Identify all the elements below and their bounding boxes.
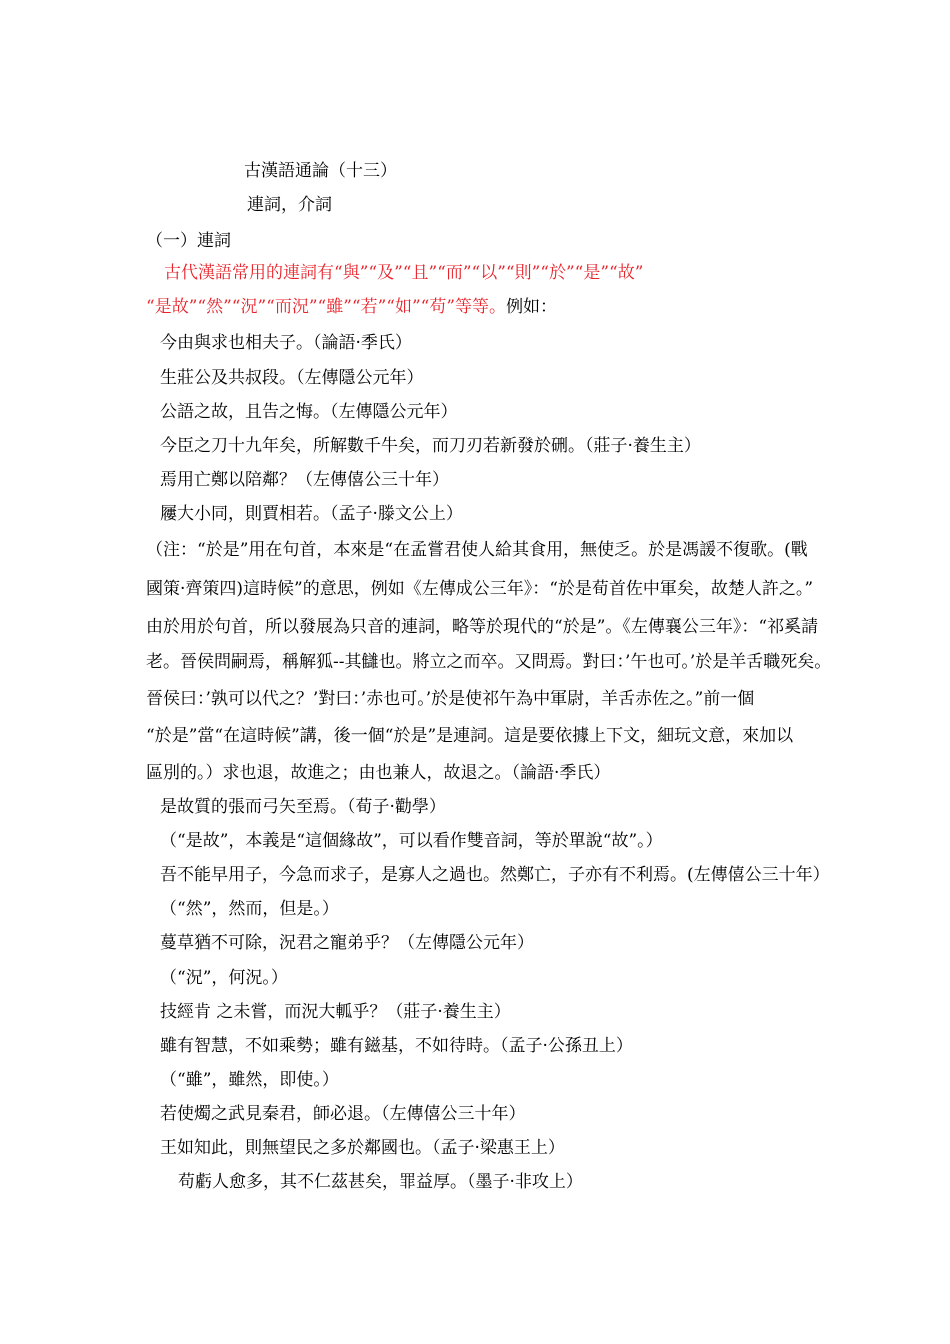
section-heading: （一）連詞: [146, 231, 231, 251]
page-title: 古漢語通論（十三）: [244, 161, 397, 181]
example-line: 苟虧人愈多，其不仁茲甚矣，罪益厚。（墨子·非攻上）: [178, 1172, 583, 1192]
example-line: 焉用亡鄭以陪鄰？（左傳僖公三十年）: [160, 470, 449, 490]
example-line: 雖有智慧，不如乘勢；雖有鎡基，不如待時。（孟子·公孫丑上）: [160, 1036, 633, 1056]
note-line: 由於用於句首，所以發展為只音的連詞，略等於現代的“於是”。《左傳襄公三年》：“祁奚請: [146, 617, 819, 637]
example-line: （“然”，然而，但是。）: [160, 899, 339, 919]
example-line: 技經肯 之未嘗，而況大軱乎？（莊子·養生主）: [160, 1002, 511, 1022]
note-line: 老。晉侯問嗣焉，稱解狐--其讎也。將立之而卒。又問焉。對曰：’午也可。’於是羊舌職死矣。: [146, 652, 832, 672]
example-line: 生莊公及共叔段。（左傳隱公元年）: [160, 368, 424, 388]
intro-line-2: [146, 296, 557, 318]
intro-line-1: 古代漢語常用的連詞有“與”“及”“且”“而”“以”“則”“於”“是”“故”: [164, 263, 644, 283]
example-line: （“雖”，雖然，即使。）: [160, 1070, 339, 1090]
example-line: 公語之故，且告之悔。（左傳隱公元年）: [160, 402, 458, 422]
note-line: 晉侯曰：’孰可以代之？’對曰：’赤也可。’於是使祁午為中軍尉，羊舌赤佐之。”前一個: [146, 689, 755, 709]
intro-line-2-tail: 例如：: [506, 297, 558, 317]
example-line: 今由與求也相夫子。（論語·季氏）: [160, 333, 412, 353]
example-line: 吾不能早用子，今急而求子，是寡人之過也。然鄭亡，子亦有不利焉。(左傳僖公三十年）: [160, 865, 830, 885]
example-line: 蔓草猶不可除，況君之寵弟乎？（左傳隱公元年）: [160, 933, 534, 953]
example-line: 王如知此，則無望民之多於鄰國也。（孟子·梁惠王上）: [160, 1138, 565, 1158]
example-line: （“是故”，本義是“這個緣故”，可以看作雙音詞，等於單說“故”。）: [160, 831, 663, 851]
example-line: 今臣之刀十九年矣，所解數千牛矣，而刀刃若新發於硎。（莊子·養生主）: [160, 436, 701, 456]
example-line: 是故質的張而弓矢至焉。（荀子·勸學）: [160, 797, 446, 817]
note-line: 區別的。）求也退，故進之；由也兼人，故退之。（論語·季氏）: [146, 763, 611, 783]
example-line: （“況”，何況。）: [160, 968, 288, 988]
example-line: 屨大小同，則賈相若。（孟子·滕文公上）: [160, 504, 463, 524]
note-line: “於是”當“在這時候”講，後一個“於是”是連詞。這是要依據上下文，細玩文意，來加以: [146, 726, 794, 746]
intro-line-2-highlight: “是故”“然”“況”“而況”“雖”“若”“如”“苟”等等。: [146, 297, 507, 317]
note-line: （注：“於是”用在句首，本來是“在孟嘗君使人給其食用，無使乏。於是馮諼不復歌。(戰: [146, 540, 808, 560]
example-line: 若使燭之武見秦君，師必退。（左傳僖公三十年）: [160, 1104, 526, 1124]
note-line: 國策·齊策四)這時候”的意思，例如《左傳成公三年》：“於是荀首佐中軍矣，故楚人許之。”: [146, 579, 814, 599]
page-subtitle: 連詞，介詞: [247, 195, 332, 215]
